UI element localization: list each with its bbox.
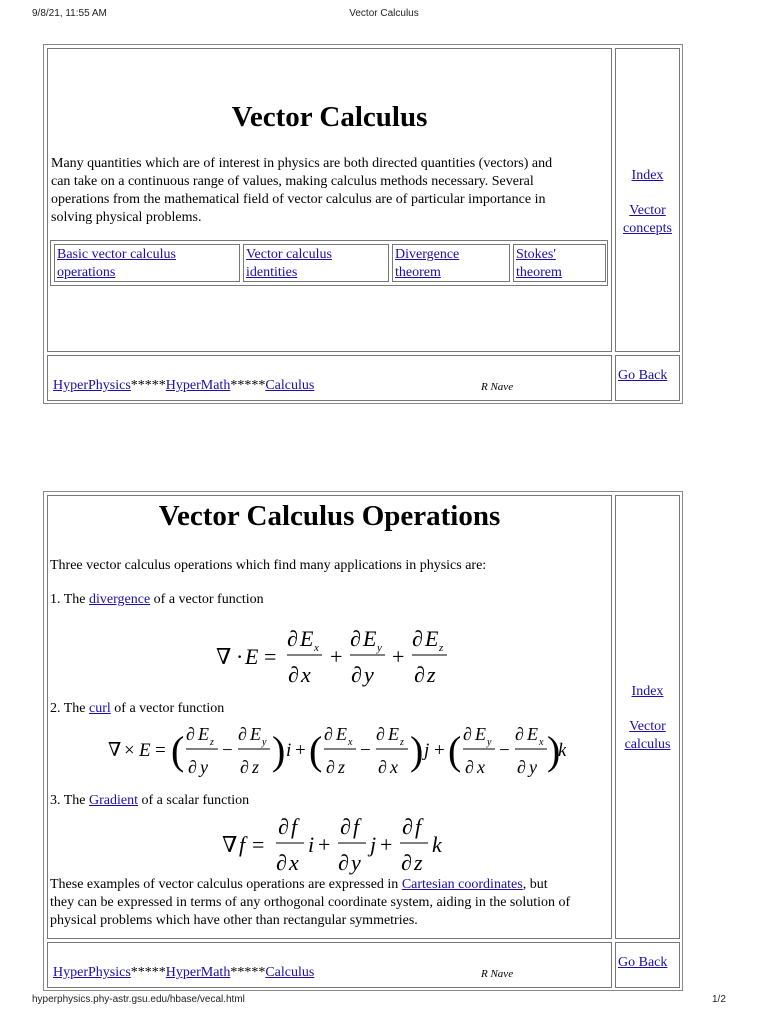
page-title: Vector Calculus <box>231 101 428 133</box>
svg-text:∂: ∂ <box>340 814 351 839</box>
gradient-item: 3. The Gradient of a scalar function <box>50 793 250 808</box>
calculus-link[interactable]: Calculus <box>265 378 315 393</box>
intro-line: solving physical problems. <box>51 210 202 225</box>
svg-text:x: x <box>348 737 353 748</box>
closing-paragraph: These examples of vector calculus operations are expressed in Cartesian coordinates, but they can be expressed in terms of any orthogonal coordinate system, aiding in the solution of physical problems which have other than rectangular symmetries. <box>50 877 571 928</box>
svg-text:y: y <box>200 757 208 777</box>
svg-text:k: k <box>558 740 566 761</box>
svg-text:∂: ∂ <box>378 757 387 777</box>
section1-content-cell <box>47 48 612 352</box>
print-page-number: 1/2 <box>712 994 726 1005</box>
section1-goback-cell <box>615 355 680 401</box>
svg-text:i: i <box>286 740 292 761</box>
svg-text:∂: ∂ <box>326 757 335 777</box>
svg-text:E: E <box>198 724 209 744</box>
section1-side-cell <box>615 48 680 352</box>
svg-text:(: ( <box>448 728 462 773</box>
svg-text:y: y <box>262 737 267 748</box>
svg-text:·: · <box>236 644 244 669</box>
hyperphysics-link[interactable]: HyperPhysics <box>53 965 131 980</box>
topic-link-divergence-theorem[interactable]: Divergence theorem <box>392 244 510 282</box>
svg-text:∂: ∂ <box>350 626 361 651</box>
svg-text:x: x <box>289 850 299 875</box>
svg-text:y: y <box>351 850 361 875</box>
section-title: Vector Calculus Operations <box>158 500 501 532</box>
divergence-link[interactable]: divergence <box>89 592 151 607</box>
svg-text:∂: ∂ <box>376 724 385 744</box>
svg-text:−: − <box>222 740 233 761</box>
svg-text:E: E <box>336 724 347 744</box>
svg-text:∂: ∂ <box>338 850 349 875</box>
svg-text:E: E <box>300 626 314 651</box>
hyperphysics-link[interactable]: HyperPhysics <box>53 378 131 393</box>
calculus-link[interactable]: Calculus <box>265 965 315 980</box>
svg-text:∂: ∂ <box>412 626 423 651</box>
svg-text:∂: ∂ <box>238 724 247 744</box>
svg-text:E: E <box>425 626 439 651</box>
svg-text:∂: ∂ <box>278 814 289 839</box>
intro-line: can take on a continuous range of values, making calculus methods necessary. Several <box>51 174 534 189</box>
svg-text:∂: ∂ <box>414 662 425 687</box>
print-title: Vector Calculus <box>349 8 419 19</box>
svg-text:+: + <box>434 740 445 761</box>
svg-text:): ) <box>547 728 561 773</box>
svg-text:): ) <box>272 728 286 773</box>
svg-text:f: f <box>239 832 246 857</box>
author-credit: R Nave <box>481 968 514 980</box>
svg-text:j: j <box>370 832 377 857</box>
svg-text:∂: ∂ <box>515 724 524 744</box>
svg-text:∂: ∂ <box>324 724 333 744</box>
divergence-item: 1. The divergence of a vector function <box>50 592 264 607</box>
svg-text:x: x <box>477 757 485 777</box>
svg-text:E: E <box>527 724 538 744</box>
svg-text:=: = <box>264 644 277 669</box>
svg-text:+: + <box>380 832 393 857</box>
vector-concepts-link[interactable]: Vector concepts <box>623 203 672 236</box>
section2-side-cell <box>615 495 680 939</box>
svg-text:∂: ∂ <box>276 850 287 875</box>
section1-nav-cell <box>47 355 612 401</box>
svg-text:+: + <box>392 644 405 669</box>
svg-text:+: + <box>330 644 343 669</box>
hypermath-link[interactable]: HyperMath <box>165 965 231 980</box>
svg-text:=: = <box>155 740 166 761</box>
curl-item: 2. The curl of a vector function <box>50 701 225 716</box>
intro-line: Many quantities which are of interest in physics are both directed quantities (vectors) and <box>51 156 553 171</box>
go-back-link[interactable]: Go Back <box>618 955 668 970</box>
svg-text:x: x <box>539 737 544 748</box>
go-back-link[interactable]: Go Back <box>618 368 668 383</box>
vector-calculus-link[interactable]: Vector calculus <box>624 719 671 752</box>
svg-text:j: j <box>424 740 430 761</box>
svg-text:z: z <box>338 757 346 777</box>
topic-link-identities[interactable]: Vector calculus identities <box>243 244 389 282</box>
svg-text:∂: ∂ <box>351 662 362 687</box>
svg-text:∂: ∂ <box>188 757 197 777</box>
author-credit: R Nave <box>481 381 514 393</box>
svg-text:E: E <box>250 724 261 744</box>
svg-text:E: E <box>363 626 377 651</box>
svg-text:E: E <box>475 724 486 744</box>
section2-table <box>43 491 683 991</box>
intro-paragraph <box>51 155 611 227</box>
svg-text:∇: ∇ <box>108 740 122 761</box>
print-url: hyperphysics.phy-astr.gsu.edu/hbase/vecal.html <box>32 994 245 1005</box>
section1-table <box>43 44 683 404</box>
svg-text:+: + <box>318 832 331 857</box>
index-link[interactable]: Index <box>631 684 664 699</box>
svg-text:y: y <box>377 642 382 654</box>
svg-text:): ) <box>410 728 424 773</box>
breadcrumb: HyperPhysics*****HyperMath*****Calculus <box>53 378 315 393</box>
breadcrumb: HyperPhysics*****HyperMath*****Calculus <box>53 965 315 980</box>
topic-link-basic-operations[interactable]: Basic vector calculus operations <box>54 244 240 282</box>
cartesian-coordinates-link[interactable]: Cartesian coordinates <box>401 877 523 892</box>
svg-text:z: z <box>252 757 260 777</box>
svg-text:x: x <box>390 757 398 777</box>
index-link[interactable]: Index <box>631 168 664 183</box>
svg-text:f: f <box>291 814 298 839</box>
svg-text:y: y <box>529 757 537 777</box>
intro-line: operations from the mathematical field of vector calculus are of particular importance in <box>51 192 546 207</box>
svg-text:E: E <box>245 644 259 669</box>
curl-equation <box>106 718 566 782</box>
gradient-equation <box>220 808 450 878</box>
svg-text:x: x <box>314 642 319 654</box>
svg-text:(: ( <box>171 728 185 773</box>
svg-text:z: z <box>414 850 423 875</box>
svg-text:∂: ∂ <box>401 850 412 875</box>
print-datetime: 9/8/21, 11:55 AM <box>32 8 107 19</box>
section2-nav-cell <box>47 942 612 988</box>
svg-text:=: = <box>252 832 265 857</box>
svg-text:∂: ∂ <box>186 724 195 744</box>
svg-text:z: z <box>427 662 436 687</box>
topic-links-table <box>50 240 608 286</box>
svg-text:∂: ∂ <box>463 724 472 744</box>
svg-text:f: f <box>415 814 422 839</box>
svg-text:x: x <box>301 662 311 687</box>
svg-text:E: E <box>388 724 399 744</box>
svg-text:−: − <box>360 740 371 761</box>
svg-text:y: y <box>487 737 492 748</box>
svg-text:k: k <box>432 832 442 857</box>
svg-text:∇: ∇ <box>216 644 232 669</box>
svg-text:y: y <box>364 662 374 687</box>
svg-text:i: i <box>308 832 315 857</box>
svg-text:z: z <box>400 737 404 748</box>
svg-text:∂: ∂ <box>465 757 474 777</box>
svg-text:(: ( <box>309 728 323 773</box>
svg-text:∂: ∂ <box>402 814 413 839</box>
section2-content-cell <box>47 495 612 939</box>
svg-text:∇: ∇ <box>222 832 238 857</box>
svg-text:∂: ∂ <box>240 757 249 777</box>
svg-text:E: E <box>139 740 151 761</box>
svg-text:z: z <box>210 737 214 748</box>
svg-text:z: z <box>439 642 444 654</box>
hypermath-link[interactable]: HyperMath <box>165 378 231 393</box>
svg-text:−: − <box>499 740 510 761</box>
gradient-link[interactable]: Gradient <box>89 793 138 808</box>
operations-intro: Three vector calculus operations which find many applications in physics are: <box>50 558 487 573</box>
svg-text:+: + <box>295 740 306 761</box>
svg-text:×: × <box>124 740 135 761</box>
divergence-equation <box>214 616 454 692</box>
svg-text:∂: ∂ <box>288 662 299 687</box>
svg-text:f: f <box>353 814 360 839</box>
svg-text:∂: ∂ <box>517 757 526 777</box>
topic-link-stokes-theorem[interactable]: Stokes' theorem <box>513 244 606 282</box>
curl-link[interactable]: curl <box>89 701 111 716</box>
section2-goback-cell <box>615 942 680 988</box>
svg-text:∂: ∂ <box>287 626 298 651</box>
